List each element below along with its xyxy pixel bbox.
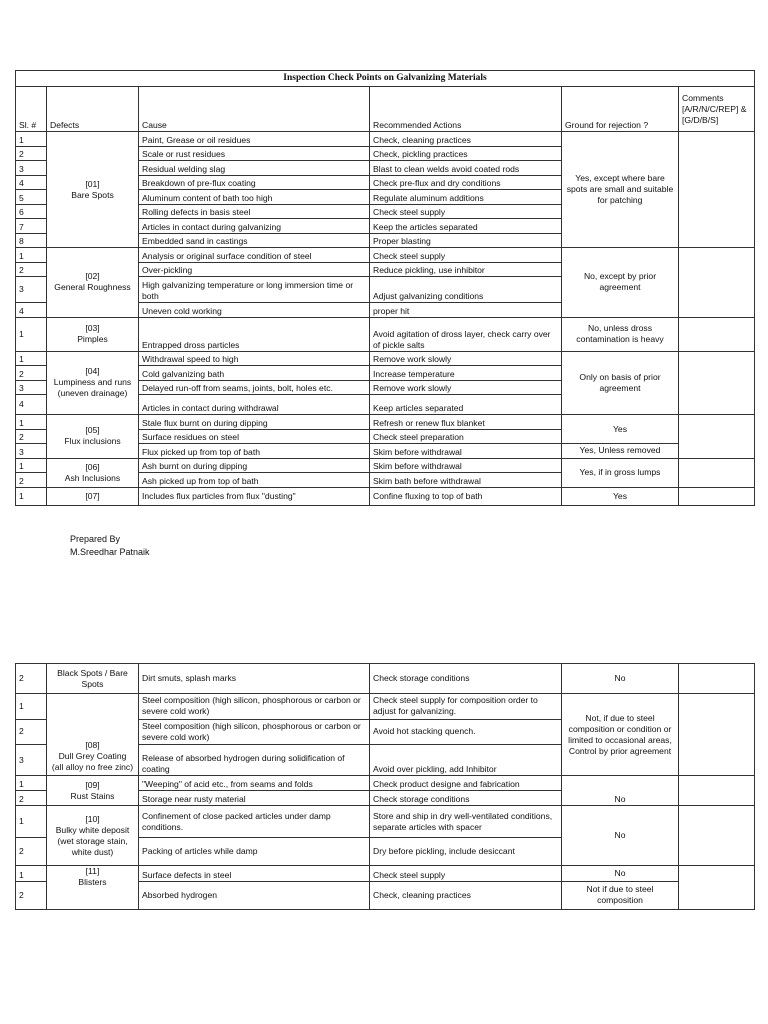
cause-cell: Aluminum content of bath too high [139, 190, 370, 205]
comment-cell [679, 806, 755, 866]
action-cell: Check, cleaning practices [370, 132, 562, 147]
header-sl: Sl. # [16, 87, 47, 132]
table-row [16, 487, 755, 505]
action-cell: Check steel supply [370, 204, 562, 219]
action-cell: Proper blasting [370, 233, 562, 248]
cause-cell: Surface residues on steel [139, 429, 370, 444]
action-cell: Adjust galvanizing conditions [370, 277, 562, 303]
prepared-by-name: M.Sreedhar Patnaik [70, 547, 150, 557]
comment-cell [679, 866, 755, 910]
cause-cell: Release of absorbed hydrogen during solidification of coating [139, 745, 370, 776]
action-cell: Check product designe and fabrication [370, 776, 562, 791]
cause-cell: "Weeping" of acid etc., from seams and folds [139, 776, 370, 791]
sl-cell: 8 [16, 233, 47, 248]
action-cell: Check steel supply for composition order to adjust for galvanizing. [370, 694, 562, 720]
table-row [16, 776, 755, 791]
action-cell: Keep articles separated [370, 395, 562, 415]
table-row [16, 132, 755, 147]
sl-cell: 4 [16, 395, 47, 415]
cause-cell: Over-pickling [139, 262, 370, 277]
defect-cell: Black Spots / Bare Spots [47, 664, 139, 694]
cause-cell: Paint, Grease or oil residues [139, 132, 370, 147]
action-cell: proper hit [370, 303, 562, 318]
sl-cell: 3 [16, 161, 47, 176]
defect-cell: [07] [47, 487, 139, 505]
action-cell: Check steel supply [370, 248, 562, 263]
comment-cell [679, 132, 755, 248]
cause-cell: Steel composition (high silicon, phosphorous or carbon or severe cold work) [139, 719, 370, 745]
sl-cell: 2 [16, 262, 47, 277]
cause-cell: Packing of articles while damp [139, 838, 370, 866]
cause-cell: Rolling defects in basis steel [139, 204, 370, 219]
defect-cell: [03] Pimples [47, 317, 139, 351]
table-row [16, 458, 755, 473]
table-row [16, 317, 755, 351]
ground-cell: No [562, 806, 679, 866]
sl-cell: 3 [16, 380, 47, 395]
sl-cell: 2 [16, 881, 47, 909]
defect-cell: [06] Ash Inclusions [47, 458, 139, 487]
sl-cell: 2 [16, 473, 47, 488]
action-cell: Blast to clean welds avoid coated rods [370, 161, 562, 176]
sl-cell: 2 [16, 146, 47, 161]
comment-cell [679, 415, 755, 459]
ground-cell: No, except by prior agreement [562, 248, 679, 318]
sl-cell: 2 [16, 664, 47, 694]
sl-cell: 4 [16, 175, 47, 190]
cause-cell: Delayed run-off from seams, joints, bolt, holes etc. [139, 380, 370, 395]
cause-cell: Stale flux burnt on during dipping [139, 415, 370, 430]
header-actions: Recommended Actions [370, 87, 562, 132]
comment-cell [679, 694, 755, 776]
table-row [16, 351, 755, 366]
cause-cell: Ash burnt on during dipping [139, 458, 370, 473]
action-cell: Skim bath before withdrawal [370, 473, 562, 488]
cause-cell: Flux picked up from top of bath [139, 444, 370, 459]
defect-cell: [09] Rust Stains [47, 776, 139, 806]
sl-cell: 5 [16, 190, 47, 205]
action-cell: Check storage conditions [370, 791, 562, 806]
sl-cell: 3 [16, 277, 47, 303]
cause-cell: Breakdown of pre-flux coating [139, 175, 370, 190]
action-cell: Skim before withdrawal [370, 458, 562, 473]
table-title: Inspection Check Points on Galvanizing Materials [16, 71, 755, 87]
defect-cell: [04] Lumpiness and runs (uneven drainage) [47, 351, 139, 415]
ground-cell: No [562, 776, 679, 806]
action-cell: Regulate aluminum additions [370, 190, 562, 205]
action-cell: Dry before pickling, include desiccant [370, 838, 562, 866]
action-cell: Store and ship in dry well-ventilated conditions, separate articles with spacer [370, 806, 562, 838]
ground-cell: Yes [562, 487, 679, 505]
cause-cell: Surface defects in steel [139, 866, 370, 882]
sl-cell: 1 [16, 132, 47, 147]
sl-cell: 1 [16, 248, 47, 263]
sl-cell: 2 [16, 838, 47, 866]
sl-cell: 1 [16, 694, 47, 720]
defect-cell: [01] Bare Spots [47, 132, 139, 248]
sl-cell: 7 [16, 219, 47, 234]
ground-cell: Not, if due to steel composition or condition or limited to occasional areas, Control by prior agreement [562, 694, 679, 776]
comment-cell [679, 351, 755, 415]
inspection-table-continued [15, 663, 755, 910]
header-comments: Comments [A/R/N/C/REP] & [G/D/B/S] [679, 87, 755, 132]
action-cell: Check steel preparation [370, 429, 562, 444]
cause-cell: Scale or rust residues [139, 146, 370, 161]
cause-cell: Steel composition (high silicon, phosphorous or carbon or severe cold work) [139, 694, 370, 720]
action-cell: Check pre-flux and dry conditions [370, 175, 562, 190]
action-cell: Check, pickling practices [370, 146, 562, 161]
action-cell: Remove work slowly [370, 380, 562, 395]
cause-cell: Articles in contact during withdrawal [139, 395, 370, 415]
header-cause: Cause [139, 87, 370, 132]
table-row [16, 694, 755, 720]
table-row [16, 806, 755, 838]
sl-cell: 3 [16, 444, 47, 459]
action-cell: Check storage conditions [370, 664, 562, 694]
cause-cell: Cold galvanizing bath [139, 366, 370, 381]
defect-cell: [05] Flux inclusions [47, 415, 139, 459]
cause-cell: High galvanizing temperature or long immersion time or both [139, 277, 370, 303]
action-cell: Increase temperature [370, 366, 562, 381]
header-defects: Defects [47, 87, 139, 132]
cause-cell: Withdrawal speed to high [139, 351, 370, 366]
sl-cell: 1 [16, 776, 47, 791]
comment-cell [679, 317, 755, 351]
cause-cell: Storage near rusty material [139, 791, 370, 806]
sl-cell: 6 [16, 204, 47, 219]
ground-cell: No [562, 664, 679, 694]
comment-cell [679, 664, 755, 694]
action-cell: Avoid hot stacking quench. [370, 719, 562, 745]
table-row [16, 415, 755, 430]
comment-cell [679, 248, 755, 318]
cause-cell: Articles in contact during galvanizing [139, 219, 370, 234]
sl-cell: 2 [16, 791, 47, 806]
cause-cell: Entrapped dross particles [139, 317, 370, 351]
action-cell: Reduce pickling, use inhibitor [370, 262, 562, 277]
inspection-table [15, 70, 755, 506]
sl-cell: 1 [16, 487, 47, 505]
sl-cell: 1 [16, 806, 47, 838]
sl-cell: 3 [16, 745, 47, 776]
action-cell: Avoid over pickling, add Inhibitor [370, 745, 562, 776]
cause-cell: Uneven cold working [139, 303, 370, 318]
action-cell: Confine fluxing to top of bath [370, 487, 562, 505]
ground-cell: No, unless dross contamination is heavy [562, 317, 679, 351]
table-row [16, 248, 755, 263]
cause-cell: Ash picked up from top of bath [139, 473, 370, 488]
cause-cell: Confinement of close packed articles under damp conditions. [139, 806, 370, 838]
defect-cell: [02] General Roughness [47, 248, 139, 318]
sl-cell: 1 [16, 317, 47, 351]
cause-cell: Includes flux particles from flux "dusting" [139, 487, 370, 505]
ground-cell: Yes [562, 415, 679, 444]
comment-cell [679, 487, 755, 505]
ground-cell: Not if due to steel composition [562, 881, 679, 909]
sl-cell: 1 [16, 866, 47, 882]
sl-cell: 2 [16, 429, 47, 444]
defect-cell: [08] Dull Grey Coating (all alloy no free zinc) [47, 694, 139, 776]
cause-cell: Embedded sand in castings [139, 233, 370, 248]
sl-cell: 1 [16, 351, 47, 366]
comment-cell [679, 458, 755, 487]
sl-cell: 4 [16, 303, 47, 318]
action-cell: Check, cleaning practices [370, 881, 562, 909]
table-row [16, 664, 755, 694]
cause-cell: Dirt smuts, splash marks [139, 664, 370, 694]
cause-cell: Residual welding slag [139, 161, 370, 176]
action-cell: Check steel supply [370, 866, 562, 882]
action-cell: Keep the articles separated [370, 219, 562, 234]
sl-cell: 2 [16, 719, 47, 745]
action-cell: Avoid agitation of dross layer, check carry over of pickle salts [370, 317, 562, 351]
table-row [16, 866, 755, 882]
sl-cell: 2 [16, 366, 47, 381]
ground-cell: Yes, if in gross lumps [562, 458, 679, 487]
action-cell: Skim before withdrawal [370, 444, 562, 459]
ground-cell: Only on basis of prior agreement [562, 351, 679, 415]
cause-cell: Analysis or original surface condition of steel [139, 248, 370, 263]
action-cell: Refresh or renew flux blanket [370, 415, 562, 430]
action-cell: Remove work slowly [370, 351, 562, 366]
cause-cell: Absorbed hydrogen [139, 881, 370, 909]
ground-cell: Yes, Unless removed [562, 444, 679, 459]
defect-cell: [10] Bulky white deposit (wet storage stain, white dust) [47, 806, 139, 866]
comment-cell [679, 776, 755, 806]
header-ground: Ground for rejection ? [562, 87, 679, 132]
ground-cell: No [562, 866, 679, 882]
sl-cell: 1 [16, 458, 47, 473]
prepared-by-label: Prepared By [70, 534, 121, 544]
defect-cell: [11] Blisters [47, 866, 139, 910]
sl-cell: 1 [16, 415, 47, 430]
ground-cell: Yes, except where bare spots are small and suitable for patching [562, 132, 679, 248]
